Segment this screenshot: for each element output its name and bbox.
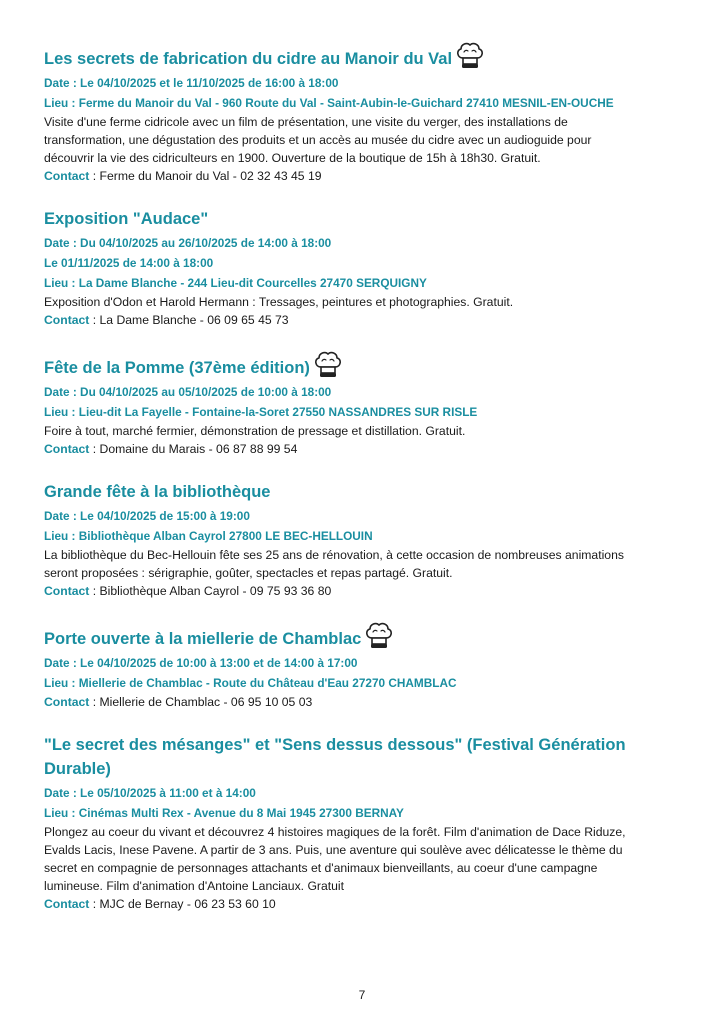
event-item xyxy=(44,480,684,600)
chef-hat-icon xyxy=(364,622,394,650)
event-item xyxy=(44,351,684,458)
event-contact xyxy=(44,582,684,600)
event-item xyxy=(44,207,684,329)
chef-hat-icon xyxy=(313,351,343,379)
event-description-line: seront proposées : sérigraphie, goûter, spectacles et repas partagé. Gratuit. xyxy=(44,566,453,580)
event-date: Date : Du 04/10/2025 au 05/10/2025 de 10:00 à 18:00 xyxy=(44,385,332,399)
event-description-line: Exposition d'Odon et Harold Hermann : Tressages, peintures et photographies. Gratuit. xyxy=(44,295,514,309)
event-description-line: Foire à tout, marché fermier, démonstration de pressage et distillation. Gratuit. xyxy=(44,424,466,438)
event-title xyxy=(44,733,684,781)
event-date: Date : Le 04/10/2025 de 10:00 à 13:00 et de 14:00 à 17:00 xyxy=(44,656,358,670)
event-title xyxy=(44,42,684,71)
event-title-text: Exposition "Audace" xyxy=(44,210,209,228)
event-location: Lieu : La Dame Blanche - 244 Lieu-dit Courcelles 27470 SERQUIGNY xyxy=(44,276,427,290)
event-location: Lieu : Ferme du Manoir du Val - 960 Route du Val - Saint-Aubin-le-Guichard 27410 MESNIL-EN-OUCHE xyxy=(44,96,614,110)
event-contact xyxy=(44,167,684,185)
event-description-line: lumineuse. Film d'animation d'Antoine Lanciaux. Gratuit xyxy=(44,879,345,893)
chef-hat-icon xyxy=(455,42,485,70)
contact-label: Contact xyxy=(44,313,90,327)
contact-label: Contact xyxy=(44,169,90,183)
event-description-line: découvrir la vie des cidriculteurs en 1900. Ouverture de la boutique de 15h à 18h30. Gratuit. xyxy=(44,151,541,165)
event-description-line: Evalds Lacis, Inese Pavene. A partir de 3 ans. Puis, une aventure qui soulève avec délicatesse le thème du xyxy=(44,843,623,857)
contact-value: : Bibliothèque Alban Cayrol - 09 75 93 36 80 xyxy=(89,584,332,598)
event-title xyxy=(44,480,684,504)
event-description-line: Plongez au coeur du vivant et découvrez 4 histoires magiques de la forêt. Film d'animation de Dace Riduze, xyxy=(44,825,626,839)
event-date: Date : Le 05/10/2025 à 11:00 et à 14:00 xyxy=(44,786,256,800)
contact-value: : MJC de Bernay - 06 23 53 60 10 xyxy=(89,897,276,911)
event-date: Date : Le 04/10/2025 de 15:00 à 19:00 xyxy=(44,509,250,523)
event-location: Lieu : Bibliothèque Alban Cayrol 27800 LE BEC-HELLOUIN xyxy=(44,529,373,543)
event-location: Lieu : Miellerie de Chamblac - Route du Château d'Eau 27270 CHAMBLAC xyxy=(44,676,457,690)
contact-value: : La Dame Blanche - 06 09 65 45 73 xyxy=(89,313,289,327)
event-title-text: Porte ouverte à la miellerie de Chamblac xyxy=(44,630,362,648)
event-item xyxy=(44,733,684,913)
event-contact xyxy=(44,311,684,329)
event-contact xyxy=(44,440,684,458)
event-title xyxy=(44,351,684,380)
contact-label: Contact xyxy=(44,442,90,456)
page-number: 7 xyxy=(358,988,366,1002)
event-date: Le 01/11/2025 de 14:00 à 18:00 xyxy=(44,256,214,270)
contact-value: : Miellerie de Chamblac - 06 95 10 05 03 xyxy=(89,695,313,709)
contact-label: Contact xyxy=(44,695,90,709)
event-description-line: transformation, une dégustation des produits et un accès au musée du cidre avec un audioguide pour xyxy=(44,133,592,147)
event-title-text: Fête de la Pomme (37ème édition) xyxy=(44,359,310,377)
event-title-text: "Le secret des mésanges" et "Sens dessus dessous" (Festival Génération Durable) xyxy=(44,736,626,778)
event-title xyxy=(44,207,684,231)
events-list xyxy=(44,42,684,913)
contact-value: : Ferme du Manoir du Val - 02 32 43 45 19 xyxy=(89,169,322,183)
event-location: Lieu : Lieu-dit La Fayelle - Fontaine-la-Soret 27550 NASSANDRES SUR RISLE xyxy=(44,405,478,419)
event-description-line: Visite d'une ferme cidricole avec un film de présentation, une visite du verger, des installations de xyxy=(44,115,568,129)
event-date: Date : Le 04/10/2025 et le 11/10/2025 de 16:00 à 18:00 xyxy=(44,76,339,90)
event-title-text: Les secrets de fabrication du cidre au Manoir du Val xyxy=(44,50,453,68)
event-item xyxy=(44,42,684,185)
event-contact xyxy=(44,693,684,711)
event-title-text: Grande fête à la bibliothèque xyxy=(44,483,271,501)
contact-label: Contact xyxy=(44,584,90,598)
event-contact xyxy=(44,895,684,913)
event-description-line: secret en compagnie de personnages attachants et d'animaux bienveillants, au coeur d'une campagne xyxy=(44,861,598,875)
event-description-line: La bibliothèque du Bec-Hellouin fête ses 25 ans de rénovation, à cette occasion de nombreuses animations xyxy=(44,548,624,562)
contact-label: Contact xyxy=(44,897,90,911)
event-date: Date : Du 04/10/2025 au 26/10/2025 de 14:00 à 18:00 xyxy=(44,236,332,250)
event-item xyxy=(44,622,684,711)
contact-value: : Domaine du Marais - 06 87 88 99 54 xyxy=(89,442,298,456)
event-title xyxy=(44,622,684,651)
event-location: Lieu : Cinémas Multi Rex - Avenue du 8 Mai 1945 27300 BERNAY xyxy=(44,806,404,820)
